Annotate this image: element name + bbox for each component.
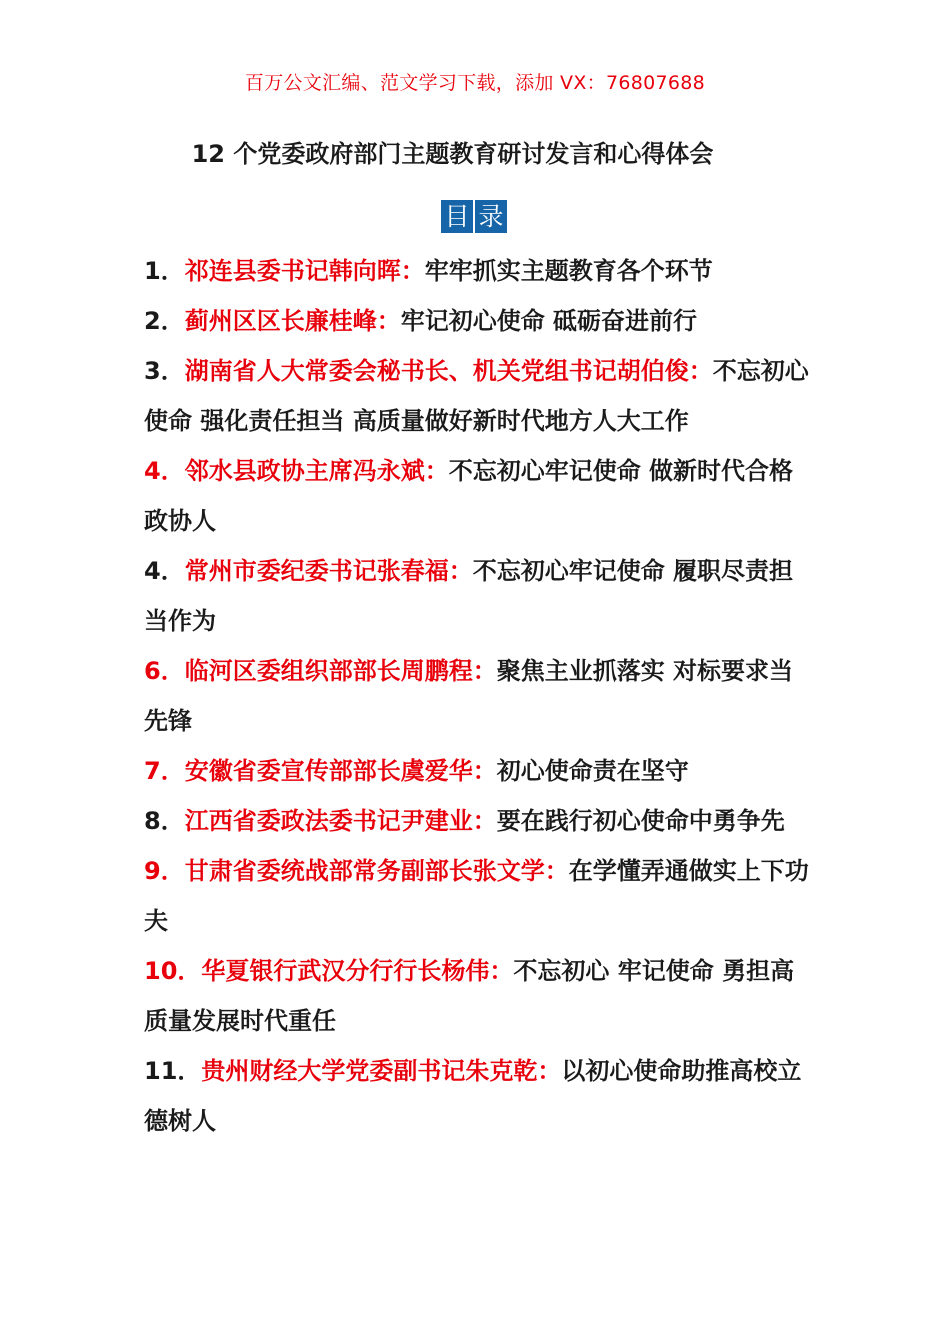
toc-item-author: 华夏银行武汉分行行长杨伟： [201, 957, 514, 985]
toc-item-author: 临河区委组织部部长周鹏程： [184, 657, 497, 685]
toc-item-topic: 以初心使命助推高校立德树人 [144, 1057, 802, 1135]
header-note: 百万公文汇编、范文学习下载，添加 VX：76807688 [244, 72, 706, 94]
toc-item-7[interactable] [144, 746, 809, 796]
toc-item-topic: 要在践行初心使命中勇争先 [496, 807, 785, 835]
toc-item-number: 3． [144, 357, 185, 385]
toc-item-number: 1． [144, 257, 185, 285]
toc-item-author: 蓟州区区长廉桂峰： [184, 307, 401, 335]
toc-item-author: 邻水县政协主席冯永斌： [184, 457, 449, 485]
toc-item-author: 安徽省委宣传部部长虞爱华： [184, 757, 497, 785]
toc-item-topic: 不忘初心牢记使命 做新时代合格政协人 [144, 457, 794, 535]
toc-item-number: 8． [144, 807, 185, 835]
toc-item-number: 9． [144, 857, 185, 885]
toc-item-number: 7． [144, 757, 185, 785]
toc-item-5[interactable] [144, 546, 809, 646]
toc-item-author: 祁连县委书记韩向晖： [184, 257, 425, 285]
toc-item-4[interactable] [144, 446, 809, 546]
toc-item-number: 10． [144, 957, 202, 985]
toc-item-number: 11． [144, 1057, 202, 1085]
toc-item-author: 贵州财经大学党委副书记朱克乾： [201, 1057, 562, 1085]
toc-item-author: 湖南省人大常委会秘书长、机关党组书记胡伯俊： [184, 357, 713, 385]
toc-heading [441, 200, 507, 233]
toc-heading-char-2: 录 [475, 200, 507, 233]
toc-item-topic: 在学懂弄通做实上下功夫 [144, 857, 809, 935]
toc-item-topic: 不忘初心 牢记使命 勇担高质量发展时代重任 [144, 957, 795, 1035]
toc-item-topic: 聚焦主业抓落实 对标要求当先锋 [144, 657, 794, 735]
toc-item-6[interactable] [144, 646, 809, 746]
toc-item-2[interactable] [144, 296, 809, 346]
toc-item-number: 4． [144, 457, 185, 485]
toc-item-3[interactable] [144, 346, 809, 446]
toc-item-9[interactable] [144, 846, 809, 946]
toc-item-10[interactable] [144, 946, 809, 1046]
toc-list [144, 246, 809, 1146]
toc-item-topic: 初心使命责在坚守 [496, 757, 689, 785]
toc-heading-char-1: 目 [441, 200, 473, 233]
document-title: 12 个党委政府部门主题教育研讨发言和心得体会 [191, 140, 714, 168]
toc-item-8[interactable] [144, 796, 809, 846]
toc-item-topic: 牢牢抓实主题教育各个环节 [424, 257, 713, 285]
toc-item-11[interactable] [144, 1046, 809, 1146]
toc-item-topic: 不忘初心使命 强化责任担当 高质量做好新时代地方人大工作 [144, 357, 809, 435]
toc-item-1[interactable] [144, 246, 809, 296]
toc-item-number: 2． [144, 307, 185, 335]
toc-item-number: 6． [144, 657, 185, 685]
toc-item-topic: 不忘初心牢记使命 履职尽责担当作为 [144, 557, 794, 635]
toc-item-author: 常州市委纪委书记张春福： [184, 557, 473, 585]
toc-item-number: 4． [144, 557, 185, 585]
toc-item-topic: 牢记初心使命 砥砺奋进前行 [400, 307, 698, 335]
toc-item-author: 甘肃省委统战部常务副部长张文学： [184, 857, 569, 885]
toc-item-author: 江西省委政法委书记尹建业： [184, 807, 497, 835]
